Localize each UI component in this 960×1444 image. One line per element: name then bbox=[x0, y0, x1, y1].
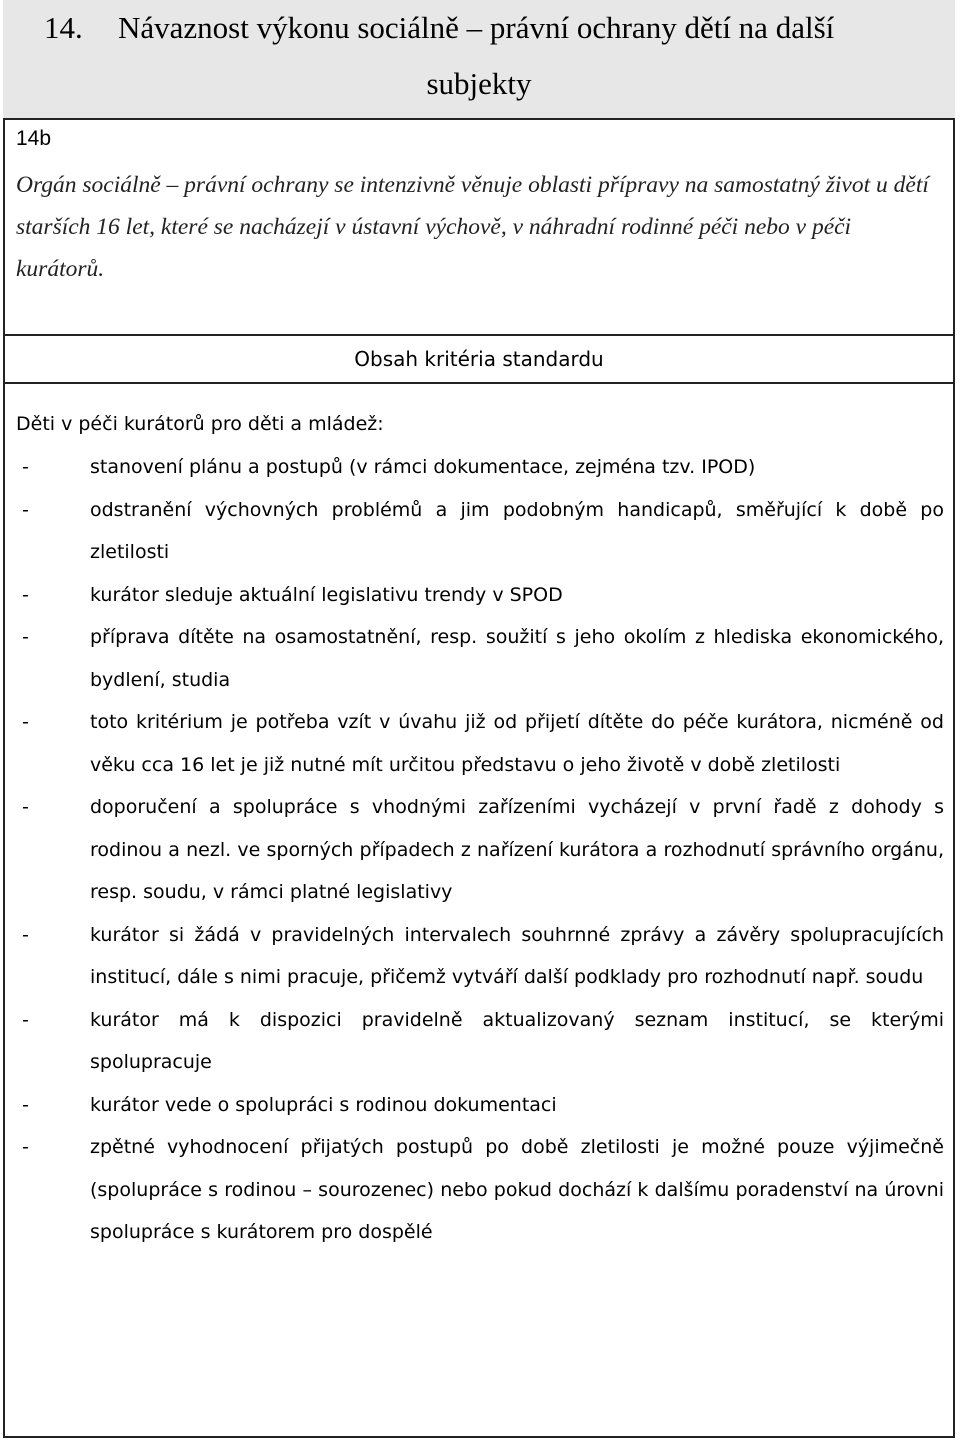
section-title-line2: subjekty bbox=[426, 66, 532, 101]
list-item bbox=[16, 574, 944, 617]
section-number: 14. bbox=[44, 10, 83, 45]
section-header bbox=[3, 0, 955, 120]
list-item-text: zpětné vyhodnocení přijatých postupů po době zletilosti je možné pouze výjimečně (spolupráce s rodinou – sourozenec) nebo pokud dochází k dalšímu poradenství na úrovni spolupráce s kurátorem pro dospělé bbox=[90, 1136, 944, 1243]
list-item-text: doporučení a spolupráce s vhodnými zařízeními vycházejí v první řadě z dohody s rodinou a nezl. ve sporných případech z nařízení kurátora a rozhodnutí správního orgánu, resp. soudu, v rámci platné legislativy bbox=[90, 796, 944, 903]
bullet-dash: - bbox=[22, 1136, 29, 1158]
bullet-dash: - bbox=[22, 923, 29, 946]
list-item-text: odstranění výchovných problémů a jim podobným handicapů, směřující k době po zletilosti bbox=[90, 498, 944, 563]
bullet-dash: - bbox=[22, 498, 29, 521]
content-header bbox=[3, 334, 955, 384]
bullet-dash: - bbox=[22, 1093, 29, 1116]
content-subheading: Děti v péči kurátorů pro děti a mládež: bbox=[16, 413, 384, 435]
list-item bbox=[16, 786, 944, 914]
bullet-dash: - bbox=[22, 456, 29, 478]
list-item-text: kurátor si žádá v pravidelných intervalech souhrnné zprávy a závěry spolupracujících institucí, dále s nimi pracuje, přičemž vytváří další podklady pro rozhodnutí např. soudu bbox=[90, 923, 944, 988]
bullet-dash: - bbox=[22, 1008, 29, 1031]
criteria-list bbox=[16, 446, 944, 1254]
list-item bbox=[16, 446, 944, 489]
list-item bbox=[16, 914, 944, 999]
list-item bbox=[16, 701, 944, 786]
bullet-dash: - bbox=[22, 711, 29, 733]
list-item-text: kurátor má k dispozici pravidelně aktualizovaný seznam institucí, se kterými spolupracuje bbox=[90, 1008, 944, 1073]
list-item bbox=[16, 616, 944, 701]
list-item-text: toto kritérium je potřeba vzít v úvahu již od přijetí dítěte do péče kurátora, nicméně od věku cca 16 let je již nutné mít určitou představu o jeho životě v době zletilosti bbox=[90, 711, 944, 776]
list-item-text: kurátor sleduje aktuální legislativu trendy v SPOD bbox=[90, 583, 563, 606]
criterion-code: 14b bbox=[16, 127, 52, 150]
bullet-dash: - bbox=[22, 626, 29, 648]
list-item-text: příprava dítěte na osamostatnění, resp. soužití s jeho okolím z hlediska ekonomického, bydlení, studia bbox=[90, 626, 944, 691]
content-heading: Obsah kritéria standardu bbox=[354, 347, 604, 371]
list-item bbox=[16, 1084, 944, 1127]
list-item bbox=[16, 999, 944, 1084]
list-item bbox=[16, 1126, 944, 1254]
criterion-text: Orgán sociálně – právní ochrany se intenzivně věnuje oblasti přípravy na samostatný život u dětí starších 16 let, které se nacházejí v ústavní výchově, v náhradní rodinné péči nebo v péči kurátorů. bbox=[16, 172, 929, 282]
bullet-dash: - bbox=[22, 796, 29, 818]
section-title-line1: Návaznost výkonu sociálně – právní ochrany dětí na další bbox=[118, 10, 835, 45]
section-title bbox=[44, 6, 944, 50]
list-item bbox=[16, 489, 944, 574]
bullet-dash: - bbox=[22, 583, 29, 606]
list-item-text: stanovení plánu a postupů (v rámci dokumentace, zejména tzv. IPOD) bbox=[90, 456, 756, 478]
list-item-text: kurátor vede o spolupráci s rodinou dokumentaci bbox=[90, 1093, 557, 1116]
